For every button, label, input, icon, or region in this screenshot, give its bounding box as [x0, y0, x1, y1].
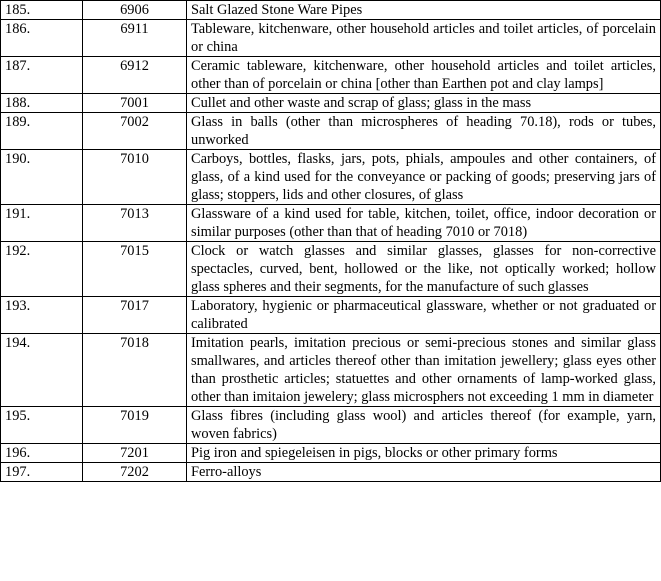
hs-code-cell: 7001 — [83, 94, 187, 113]
serial-number-cell: 190. — [1, 150, 83, 205]
hs-code-cell: 7201 — [83, 444, 187, 463]
hs-code-cell: 6912 — [83, 57, 187, 94]
description-cell: Ferro-alloys — [187, 463, 661, 482]
table-row — [1, 463, 661, 482]
description-cell: Salt Glazed Stone Ware Pipes — [187, 1, 661, 20]
description-cell: Ceramic tableware, kitchenware, other household articles and toilet articles, other than of porcelain or china [other than Earthen pot and clay lamps] — [187, 57, 661, 94]
description-cell: Glass fibres (including glass wool) and articles thereof (for example, yarn, woven fabrics) — [187, 407, 661, 444]
table-row — [1, 444, 661, 463]
serial-number-cell: 186. — [1, 20, 83, 57]
hs-code-cell: 7010 — [83, 150, 187, 205]
table-body — [1, 0, 661, 482]
hs-code-cell: 7013 — [83, 205, 187, 242]
hs-code-cell: 7018 — [83, 334, 187, 407]
description-cell: Imitation pearls, imitation precious or semi-precious stones and similar glass smallwares, and articles thereof other than imitation jewellery; glass eyes other than prosthetic articles; statuettes and other ornaments of lamp-worked glass, other than imitaion jewelery; glass microsphers not exceeding 1 mm in diameter — [187, 334, 661, 407]
serial-number-cell: 193. — [1, 297, 83, 334]
serial-number-cell: 191. — [1, 205, 83, 242]
serial-number-cell: 187. — [1, 57, 83, 94]
hs-code-cell: 7019 — [83, 407, 187, 444]
description-cell: Pig iron and spiegeleisen in pigs, blocks or other primary forms — [187, 444, 661, 463]
description-cell: Laboratory, hygienic or pharmaceutical glassware, whether or not graduated or calibrated — [187, 297, 661, 334]
serial-number-cell: 192. — [1, 242, 83, 297]
description-cell: Clock or watch glasses and similar glasses, glasses for non-corrective spectacles, curved, bent, hollowed or the like, not optically worked; hollow glass spheres and their segments, for the manufacture of such glasses — [187, 242, 661, 297]
serial-number-cell: 194. — [1, 334, 83, 407]
hs-code-cell: 7202 — [83, 463, 187, 482]
description-cell: Glass in balls (other than microspheres of heading 70.18), rods or tubes, unworked — [187, 113, 661, 150]
serial-number-cell: 196. — [1, 444, 83, 463]
table-row — [1, 407, 661, 444]
serial-number-cell: 195. — [1, 407, 83, 444]
table-row — [1, 297, 661, 334]
table-row — [1, 113, 661, 150]
table-row — [1, 205, 661, 242]
description-cell: Glassware of a kind used for table, kitchen, toilet, office, indoor decoration or similar purposes (other than that of heading 7010 or 7018) — [187, 205, 661, 242]
hs-code-cell: 7002 — [83, 113, 187, 150]
table-row — [1, 1, 661, 20]
description-cell: Tableware, kitchenware, other household articles and toilet articles, of porcelain or china — [187, 20, 661, 57]
serial-number-cell: 189. — [1, 113, 83, 150]
hs-code-cell: 7017 — [83, 297, 187, 334]
table-row — [1, 150, 661, 205]
table-row — [1, 334, 661, 407]
table-row — [1, 94, 661, 113]
hs-code-cell: 6911 — [83, 20, 187, 57]
table-row — [1, 57, 661, 94]
serial-number-cell: 185. — [1, 1, 83, 20]
description-cell: Cullet and other waste and scrap of glass; glass in the mass — [187, 94, 661, 113]
table-row — [1, 20, 661, 57]
serial-number-cell: 188. — [1, 94, 83, 113]
serial-number-cell: 197. — [1, 463, 83, 482]
hs-code-cell: 7015 — [83, 242, 187, 297]
description-cell: Carboys, bottles, flasks, jars, pots, phials, ampoules and other containers, of glass, of a kind used for the conveyance or packing of goods; preserving jars of glass; stoppers, lids and other closures, of glass — [187, 150, 661, 205]
hs-code-cell: 6906 — [83, 1, 187, 20]
table-row — [1, 242, 661, 297]
